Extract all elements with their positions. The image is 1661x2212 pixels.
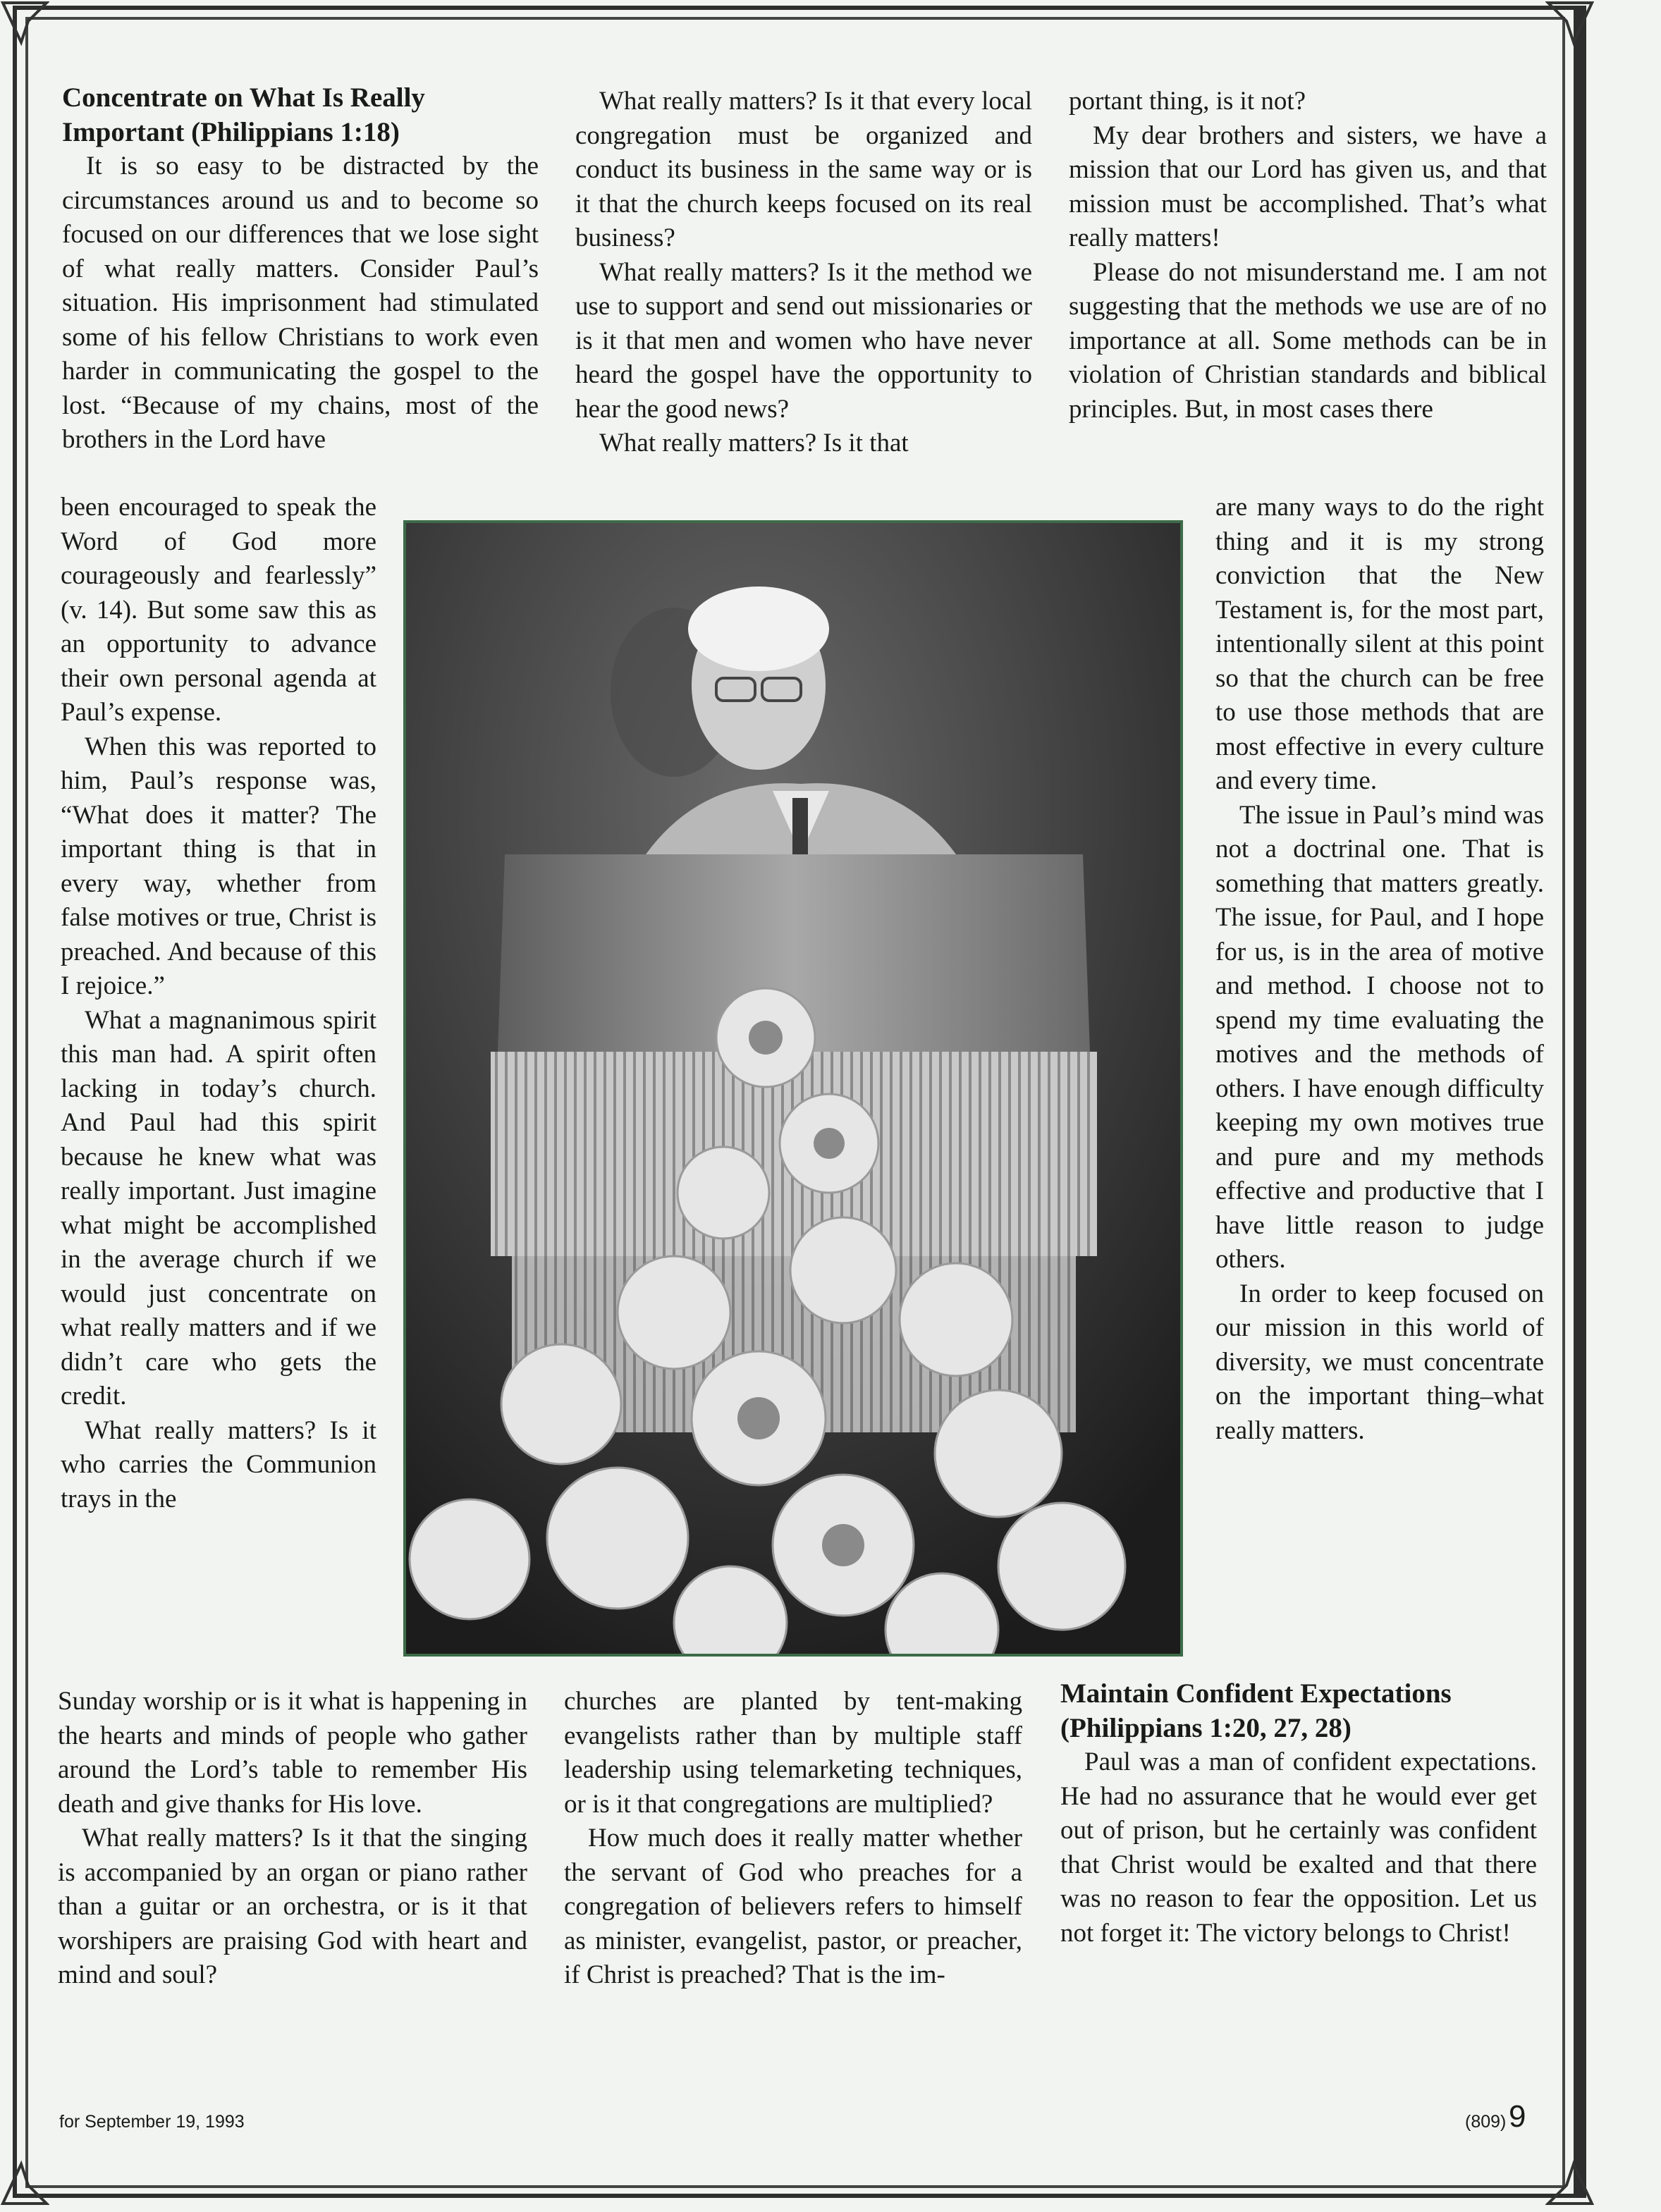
section-heading: Maintain Confident Expectations (Philippians 1:20, 27, 28)	[1060, 1678, 1452, 1743]
paragraph: What really matters? Is it who carries the Communion trays in the	[61, 1415, 376, 1513]
paragraph: What really matters? Is it that the singing is accompanied by an organ or piano rather than a guitar or an orchestra, or is it that worshipers are praising God with heart and mind and soul?	[58, 1824, 527, 1989]
paragraph: been encouraged to speak the Word of God more courageously and fearlessly” (v. 14). But some saw this as an opportunity to advance their own personal agenda at Paul’s expense.	[61, 493, 376, 727]
paragraph: are many ways to do the right thing and it is my strong conviction that the New Testament is, for the most part, intentionally silent at this point so that the church can be free to use those methods that are most effective in every culture and every time.	[1215, 493, 1544, 795]
paragraph: Sunday worship or is it what is happening in the hearts and minds of people who gather around the Lord’s table to remember His death and give thanks for His love.	[58, 1687, 527, 1819]
footer-code: (809)	[1465, 2112, 1507, 2132]
paragraph: portant thing, is it not?	[1069, 87, 1306, 116]
column-2-bottom	[564, 1685, 1022, 1993]
corner-ornament-icon	[1545, 0, 1595, 49]
paragraph: How much does it really matter whether the servant of God who preaches for a congregation of believers refers to himself as minister, evangelist, pastor, or preacher, if Christ is preached? That is the im-	[564, 1824, 1022, 1989]
paragraph: Please do not misunderstand me. I am not suggesting that the methods we use are of no importance at all. Some methods can be in violation of Christian standards and biblical principles. But, in most cases there	[1069, 257, 1547, 424]
paragraph: What really matters? Is it the method we use to support and send out missionaries or is it that men and women who have never heard the gospel have the opportunity to hear the good news?	[575, 257, 1032, 424]
corner-ornament-icon	[0, 0, 49, 49]
column-2-top	[575, 85, 1032, 461]
speaker-photo	[403, 520, 1183, 1657]
paragraph: The issue in Paul’s mind was not a doctrinal one. That is something that matters greatly. The issue, for Paul, and I hope for us, is in the area of motive and method. I choose not to spend my time evaluating the motives and the methods of others. I have enough difficulty keeping my own motives true and pure and my methods effective and productive that I have little reason to judge others.	[1215, 800, 1544, 1274]
page-number: 9	[1509, 2099, 1526, 2134]
column-3-bottom	[1060, 1676, 1537, 1950]
paragraph: What a magnanimous spirit this man had. A spirit often lacking in today’s church. And Paul had this spirit because he knew what was really important. Just imagine what might be accomplished in the average church if we would just concentrate on what really matters and if we didn’t care who gets the credit.	[61, 1005, 376, 1411]
paragraph: It is so easy to be distracted by the circumstances around us and to become so focused on our differences that we lose sight of what really matters. Consider Paul’s situation. His imprisonment had stimulated some of his fellow Christians to work even harder in communicating the gospel to the lost. “Because of my chains, most of the brothers in the Lord have	[62, 152, 539, 454]
column-1-narrow	[61, 491, 376, 1516]
paragraph: My dear brothers and sisters, we have a mission that our Lord has given us, and that mission must be accomplished. That’s what really matters!	[1069, 121, 1547, 252]
column-3-top	[1069, 85, 1547, 426]
corner-ornament-icon	[1545, 2157, 1595, 2206]
paragraph: What really matters? Is it that	[599, 429, 909, 457]
column-1-bottom	[58, 1685, 527, 1993]
paragraph: What really matters? Is it that every local congregation must be organized and conduct its business in the same way or is it that the church keeps focused on its real business?	[575, 87, 1032, 252]
footer-date: for September 19, 1993	[59, 2112, 245, 2132]
column-1-top	[62, 80, 539, 457]
speaker-at-podium-image	[406, 523, 1180, 1654]
paragraph: churches are planted by tent-making evangelists rather than by multiple staff leadership using telemarketing techniques, or is it that congregations are multiplied?	[564, 1687, 1022, 1819]
paragraph: Paul was a man of confident expectations. He had no assurance that he would ever get out of prison, but he certainly was confident that Christ would be exalted and that there was no reason to fear the opposition. Let us not forget it: The victory belongs to Christ!	[1060, 1747, 1537, 1948]
section-heading: Concentrate on What Is Really Important (Philippians 1:18)	[62, 82, 425, 147]
corner-ornament-icon	[0, 2157, 49, 2206]
column-3-narrow	[1215, 491, 1544, 1448]
paragraph: In order to keep focused on our mission in this world of diversity, we must concentrate on the important thing–what really matters.	[1215, 1279, 1544, 1445]
paragraph: When this was reported to him, Paul’s response was, “What does it matter? The important thing is that in every way, whether from false motives or true, Christ is preached. And because of this I rejoice.”	[61, 732, 376, 1000]
